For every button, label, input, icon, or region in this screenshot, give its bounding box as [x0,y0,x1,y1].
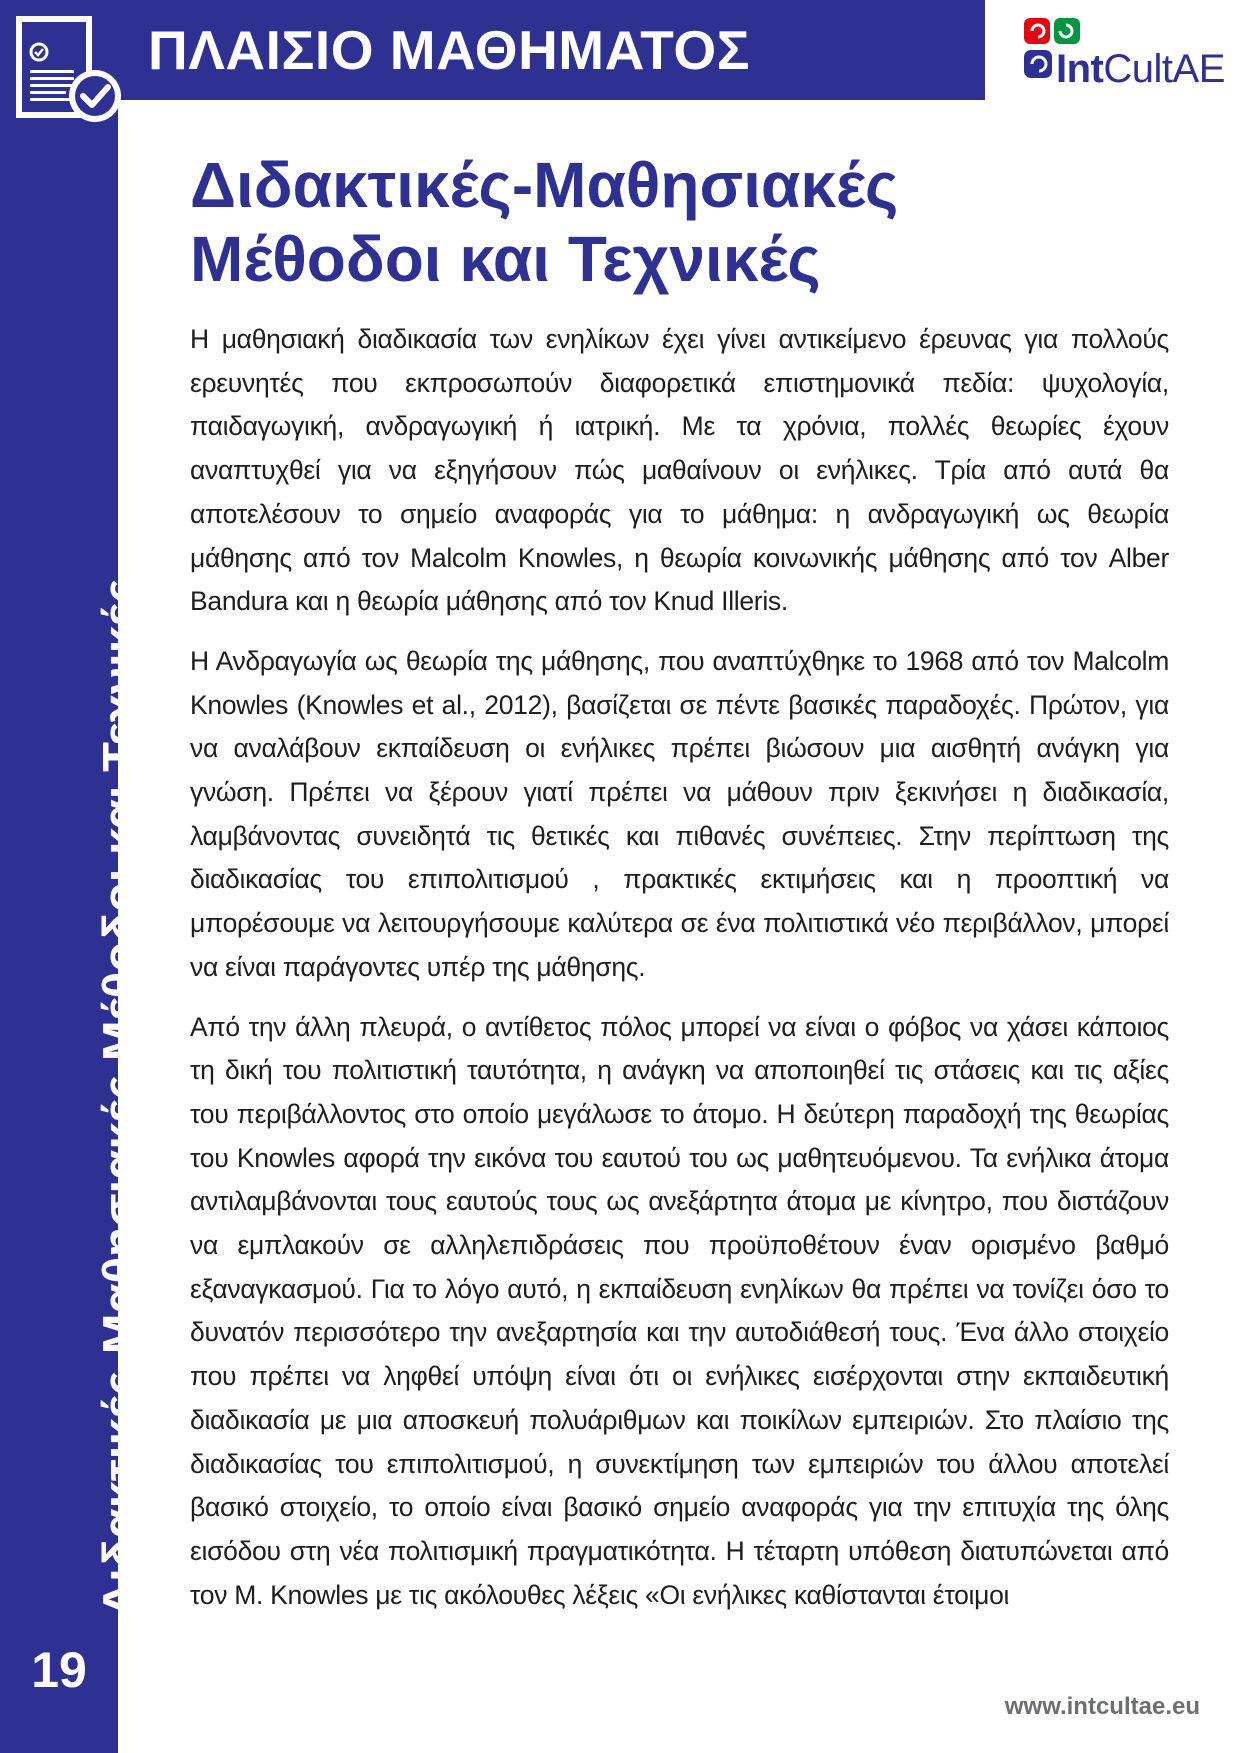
intcultae-logo [1022,16,1225,91]
page-title-line-2: Μέθοδοι και Τεχνικές [190,223,821,295]
footer-website-link[interactable]: www.intcultae.eu [1004,1693,1200,1720]
paragraph: Η Ανδραγωγία ως θεωρία της μάθησης, που αναπτύχθηκε το 1968 από τον Malcolm Knowles (Knowles et al., 2012), βασίζεται σε πέντε βασικές παραδοχές. Πρώτον, για να αναλάβουν εκπαίδευση οι ενήλικες πρέπει βιώσουν μια αισθητή ανάγκη για γνώση. Πρέπει να ξέρουν γιατί πρέπει να μάθουν πριν ξεκινήσει η διαδικασία, λαμβάνοντας συνειδητά τις θετικές και πιθανές συνέπειες. Στην περίπτωση της διαδικασίας του επιπολιτισμού , πρακτικές εκτιμήσεις και η προοπτική να μπορέσουμε να λειτουργήσουμε καλύτερα σε ένα πολιτιστικά νέο περιβάλλον, μπορεί να είναι παράγοντες υπέρ της μάθησης. [190,645,1169,982]
page-number: 19 [31,1642,87,1698]
page-title-line-1: Διδακτικές-Μαθησιακές [190,149,899,221]
logo-text: IntCultAE [1056,47,1225,91]
paragraph: Από την άλλη πλευρά, ο αντίθετος πόλος μπορεί να είναι ο φόβος να χάσει κάποιος τη δική του πολιτιστική ταυτότητα, η ανάγκη να αποποιηθεί τις στάσεις και τις αξίες του περιβάλλοντος στο οποίο μεγάλωσε το άτομο. Η δεύτερη παραδοχή της θεωρίας του Knowles αφορά την εικόνα του εαυτού του ως μαθητευόμενου. Τα ενήλικα άτομα αντιλαμβάνονται τους εαυτούς τους ως ανεξάρτητα άτομα με κίνητρο, που διστάζουν να εμπλακούν σε αλληλεπιδράσεις που προϋποθέτουν έναν ορισμένο βαθμό εξαναγκασμού. Για το λόγο αυτό, η εκπαίδευση ενηλίκων θα πρέπει να τονίζει όσο το δυνατόν περισσότερο την ανεξαρτησία και την αυτοδιάθεσή τους. Ένα άλλο στοιχείο που πρέπει να ληφθεί υπόψη είναι ότι οι ενήλικες εισέρχονται στην εκπαιδευτική διαδικασία με μια αποσκευή πολυάριθμων και ποικίλων εμπειριών. Στο πλαίσιο της διαδικασίας του επιπολιτισμού, η συνεκτίμηση των εμπειριών του άλλου αποτελεί βασικό στοιχείο, το οποίο είναι βασικό σημείο αναφοράς για την επιτυχία της όλης εισόδου στη νέα πολιτισμική πραγματικότητα. Η τέταρτη υπόθεση διατυπώνεται από τον M. Knowles με τις ακόλουθες λέξεις «Οι ενήλικες καθίστανται έτοιμοι [190,1011,1169,1610]
document-check-icon [16,16,124,134]
vertical-section-title: Διδακτικές-Μαθησιακές Μέθοδοι και Τεχνικές [94,578,148,1617]
page-title [190,148,1190,296]
body-text [190,318,1169,1633]
paragraph: Η μαθησιακή διαδικασία των ενηλίκων έχει γίνει αντικείμενο έρευνας για πολλούς ερευνητές που εκπροσωπούν διαφορετικά επιστημονικά πεδία: ψυχολογία, παιδαγωγική, ανδραγωγική ή ιατρική. Με τα χρόνια, πολλές θεωρίες έχουν αναπτυχθεί για να εξηγήσουν πώς μαθαίνουν οι ενήλικες. Τρία από αυτά θα αποτελέσουν το σημείο αναφοράς για το μάθημα: η ανδραγωγική ως θεωρία μάθησης από τον Malcolm Knowles, η θεωρία κοινωνικής μάθησης από τον Alber Bandura και η θεωρία μάθησης από τον Knud Illeris. [190,324,1169,617]
header-title: ΠΛΑΙΣΙΟ ΜΑΘΗΜΑΤΟΣ [148,19,751,81]
